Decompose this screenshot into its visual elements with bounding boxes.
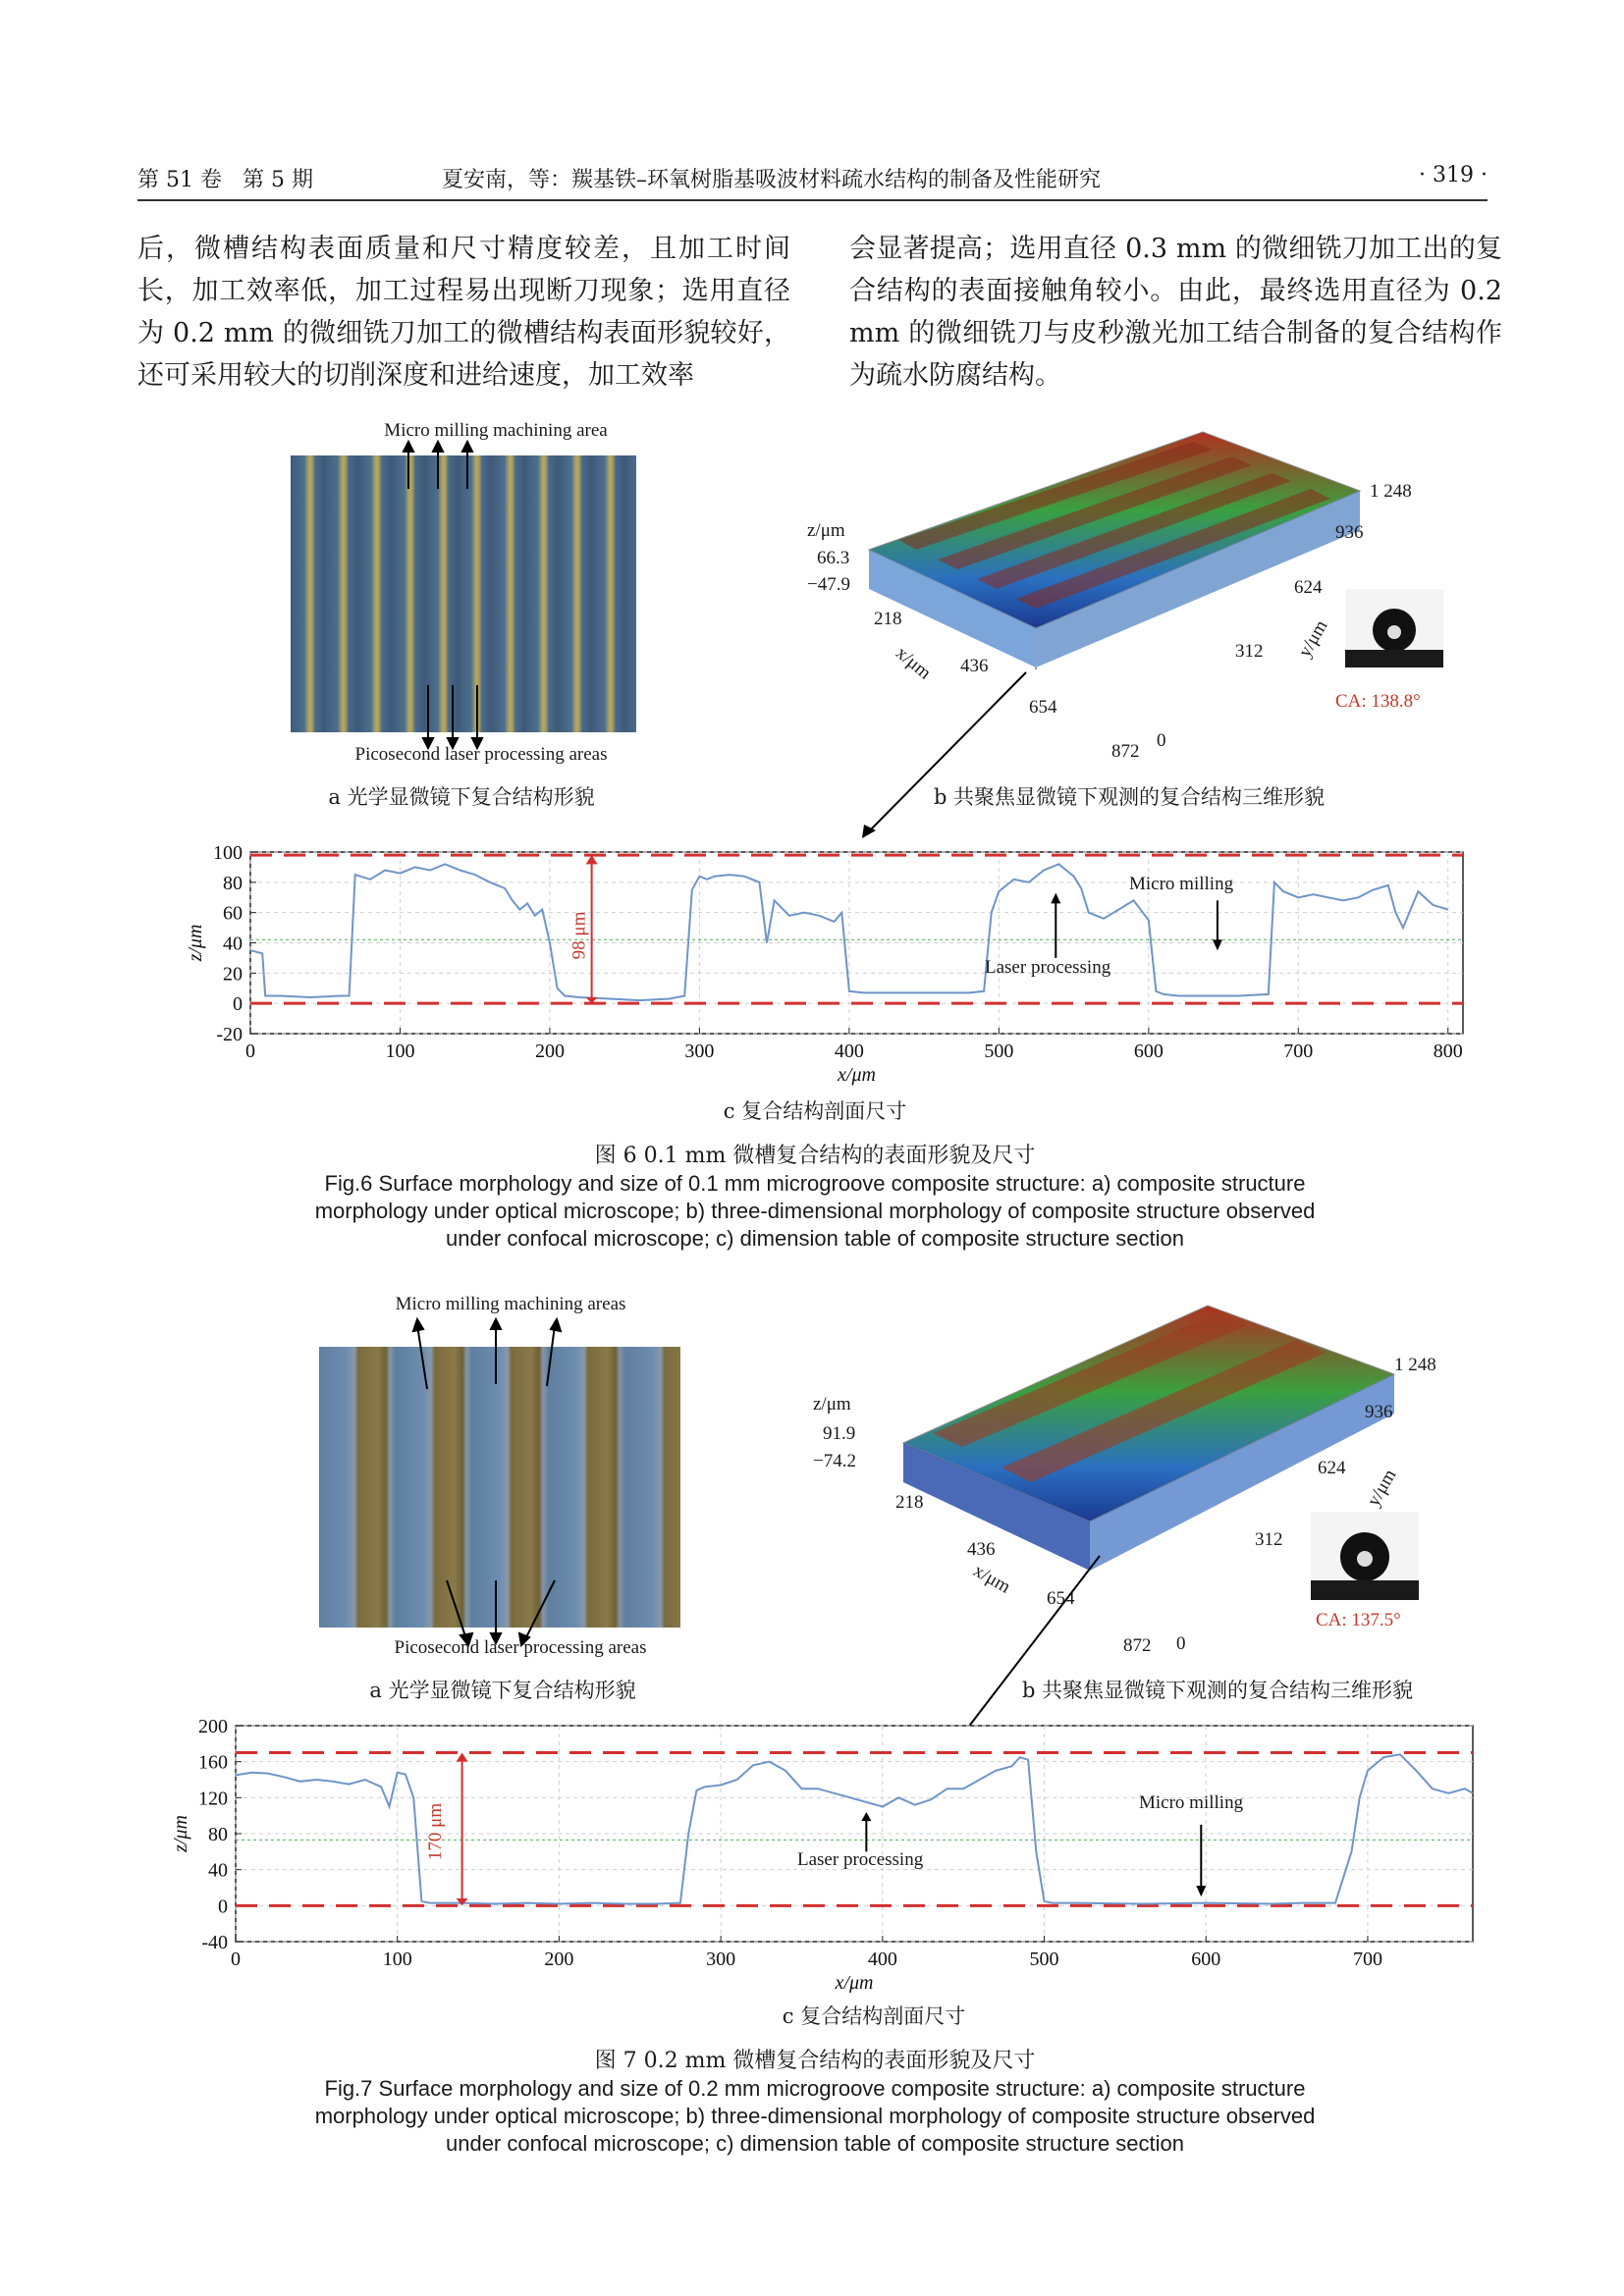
fig6b-x-label: x/μm bbox=[892, 642, 936, 684]
y-tick-label: 80 bbox=[208, 1824, 228, 1845]
fig6b-x-tick-1: 436 bbox=[960, 656, 989, 676]
fig6-title-cn: 图 6 0.1 mm 微槽复合结构的表面形貌及尺寸 bbox=[594, 1144, 1036, 1168]
y-tick-label: -40 bbox=[201, 1932, 228, 1953]
fig7b-z-min: −74.2 bbox=[813, 1451, 856, 1471]
x-tick-label: 500 bbox=[1029, 1949, 1059, 1970]
fig6c-dimension-label: 98 μm bbox=[568, 911, 590, 960]
y-tick-label: 0 bbox=[218, 1896, 228, 1918]
y-axis-label: z/μm bbox=[170, 1815, 191, 1852]
y-tick-label: 100 bbox=[213, 842, 243, 864]
fig6b-y-tick-0: 1 248 bbox=[1370, 481, 1412, 502]
x-tick-label: 0 bbox=[231, 1949, 241, 1970]
x-tick-label: 0 bbox=[245, 1041, 255, 1062]
fig7b-x-tick-2: 654 bbox=[1047, 1588, 1075, 1609]
fig7a-caption: a 光学显微镜下复合结构形貌 bbox=[369, 1679, 636, 1702]
fig7b-x-tick-0: 218 bbox=[895, 1492, 924, 1513]
fig6b-y-tick-2: 624 bbox=[1294, 577, 1323, 598]
x-tick-label: 200 bbox=[544, 1949, 574, 1970]
fig7c-dimension-label: 170 μm bbox=[425, 1802, 447, 1861]
y-tick-label: 80 bbox=[223, 872, 243, 894]
x-tick-label: 100 bbox=[382, 1949, 412, 1970]
fig6a-caption: a 光学显微镜下复合结构形貌 bbox=[328, 785, 595, 809]
fig6b-y-tick-4: 0 bbox=[1157, 730, 1166, 751]
fig6c-annot-laser: Laser processing bbox=[985, 957, 1111, 978]
fig6b-z-label: z/μm bbox=[807, 520, 845, 541]
y-tick-label: 40 bbox=[208, 1859, 228, 1882]
x-tick-label: 600 bbox=[1191, 1949, 1221, 1970]
fig7b-x-tick-1: 436 bbox=[967, 1539, 996, 1560]
x-tick-label: 300 bbox=[684, 1041, 715, 1062]
fig6b-caption: b 共聚焦显微镜下观测的复合结构三维形貌 bbox=[933, 785, 1326, 809]
fig6c-profile-chart bbox=[177, 813, 1473, 1097]
x-tick-label: 700 bbox=[1352, 1949, 1382, 1970]
fig6a-top-label: Micro milling machining area bbox=[384, 420, 608, 441]
x-tick-label: 600 bbox=[1133, 1041, 1164, 1062]
x-axis-label: x/μm bbox=[835, 1972, 874, 1993]
x-tick-label: 100 bbox=[385, 1041, 415, 1062]
x-tick-label: 700 bbox=[1283, 1041, 1314, 1062]
fig7c-annot-laser: Laser processing bbox=[797, 1849, 924, 1870]
fig7b-y-label: y/μm bbox=[1363, 1466, 1401, 1511]
fig7b-z-max: 91.9 bbox=[823, 1423, 856, 1444]
fig6b-y-tick-1: 936 bbox=[1335, 522, 1364, 543]
fig7a-top-label: Micro milling machining areas bbox=[395, 1294, 626, 1314]
fig6b-z-min: −47.9 bbox=[807, 574, 850, 595]
y-tick-label: 0 bbox=[233, 993, 243, 1016]
fig6b-y-label: y/μm bbox=[1294, 616, 1332, 662]
fig6a-arrows bbox=[291, 440, 636, 754]
x-tick-label: 200 bbox=[534, 1041, 565, 1062]
fig7b-caption: b 共聚焦显微镜下观测的复合结构三维形貌 bbox=[1021, 1679, 1414, 1702]
fig6a-bottom-label: Picosecond laser processing areas bbox=[354, 744, 608, 765]
fig6b-x-tick-0: 218 bbox=[874, 609, 902, 629]
y-axis-label: z/μm bbox=[185, 924, 206, 962]
y-tick-label: 20 bbox=[223, 963, 243, 986]
fig6b-z-max: 66.3 bbox=[817, 548, 850, 568]
fig7b-x-label: x/μm bbox=[969, 1560, 1014, 1598]
y-tick-label: -20 bbox=[216, 1024, 243, 1045]
y-tick-label: 40 bbox=[223, 933, 243, 955]
page-number: · 319 · bbox=[1419, 163, 1488, 187]
fig7c-annot-milling: Micro milling bbox=[1139, 1792, 1244, 1813]
fig7b-z-label: z/μm bbox=[813, 1394, 851, 1415]
y-tick-label: 160 bbox=[198, 1751, 228, 1774]
y-tick-label: 60 bbox=[223, 902, 243, 925]
body-right-column: 会显著提高；选用直径 0.3 mm 的微细铣刀加工出的复合结构的表面接触角较小。由此，最终选用直径为 0.2 mm 的微细铣刀与皮秒激光加工结合制备的复合结构作为疏水防腐结构。 bbox=[849, 234, 1502, 391]
fig7b-droplet-image bbox=[1311, 1512, 1419, 1600]
journal-volume-issue: 第 51 卷 第 5 期 bbox=[137, 168, 313, 192]
y-tick-label: 120 bbox=[198, 1788, 228, 1810]
fig7b-y-tick-2: 624 bbox=[1318, 1458, 1346, 1478]
fig7c-caption: c 复合结构剖面尺寸 bbox=[782, 2004, 966, 2028]
fig7a-arrows bbox=[319, 1315, 680, 1649]
fig7b-y-tick-0: 1 248 bbox=[1394, 1355, 1436, 1375]
fig7b-y-tick-1: 936 bbox=[1365, 1402, 1393, 1422]
fig6b-contact-angle: CA: 138.8° bbox=[1335, 691, 1421, 712]
y-tick-label: 200 bbox=[198, 1716, 228, 1737]
fig7-title-cn: 图 7 0.2 mm 微槽复合结构的表面形貌及尺寸 bbox=[594, 2049, 1036, 2073]
x-tick-label: 500 bbox=[984, 1041, 1014, 1062]
x-tick-label: 400 bbox=[867, 1949, 897, 1970]
x-tick-label: 300 bbox=[706, 1949, 736, 1970]
fig6c-caption: c 复合结构剖面尺寸 bbox=[723, 1099, 907, 1123]
header-rule bbox=[137, 199, 1488, 201]
fig6-title-en: Fig.6 Surface morphology and size of 0.1 mm microgroove composite structure: a) composite structure morphology under optical microscope; b) three-dimensional morphology of composite structure observed under confocal microscope; c) dimension table of composite structure section bbox=[314, 1171, 1316, 1251]
x-tick-label: 800 bbox=[1433, 1041, 1463, 1062]
fig6b-droplet-image bbox=[1345, 589, 1443, 667]
fig6b-x-tick-2: 654 bbox=[1029, 697, 1057, 718]
fig6b-x-tick-3: 872 bbox=[1111, 741, 1140, 762]
fig7b-y-tick-3: 312 bbox=[1255, 1529, 1283, 1550]
running-header bbox=[137, 159, 1488, 198]
fig7b-x-tick-3: 872 bbox=[1123, 1635, 1152, 1656]
body-left-column: 后，微槽结构表面质量和尺寸精度较差，且加工时间长，加工效率低，加工过程易出现断刀现象；选用直径为 0.2 mm 的微细铣刀加工的微槽结构表面形貌较好，还可采用较大的切削深度和进给速度，加工效率 bbox=[137, 234, 790, 391]
fig7a-bottom-label: Picosecond laser processing areas bbox=[394, 1637, 647, 1658]
fig7-title-en: Fig.7 Surface morphology and size of 0.2 mm microgroove composite structure: a) composite structure morphology under optical microscope; b) three-dimensional morphology of composite structure observed under confocal microscope; c) dimension table of composite structure section bbox=[314, 2076, 1316, 2156]
plot-frame bbox=[236, 1726, 1473, 1942]
running-title: 夏安南，等：羰基铁–环氧树脂基吸波材料疏水结构的制备及性能研究 bbox=[442, 168, 1102, 192]
x-tick-label: 400 bbox=[834, 1041, 864, 1062]
fig7b-contact-angle: CA: 137.5° bbox=[1316, 1610, 1401, 1630]
fig6c-annot-milling: Micro milling bbox=[1129, 874, 1234, 894]
fig7b-y-tick-4: 0 bbox=[1176, 1633, 1186, 1654]
x-axis-label: x/μm bbox=[838, 1064, 876, 1086]
fig6b-y-tick-3: 312 bbox=[1235, 641, 1264, 662]
